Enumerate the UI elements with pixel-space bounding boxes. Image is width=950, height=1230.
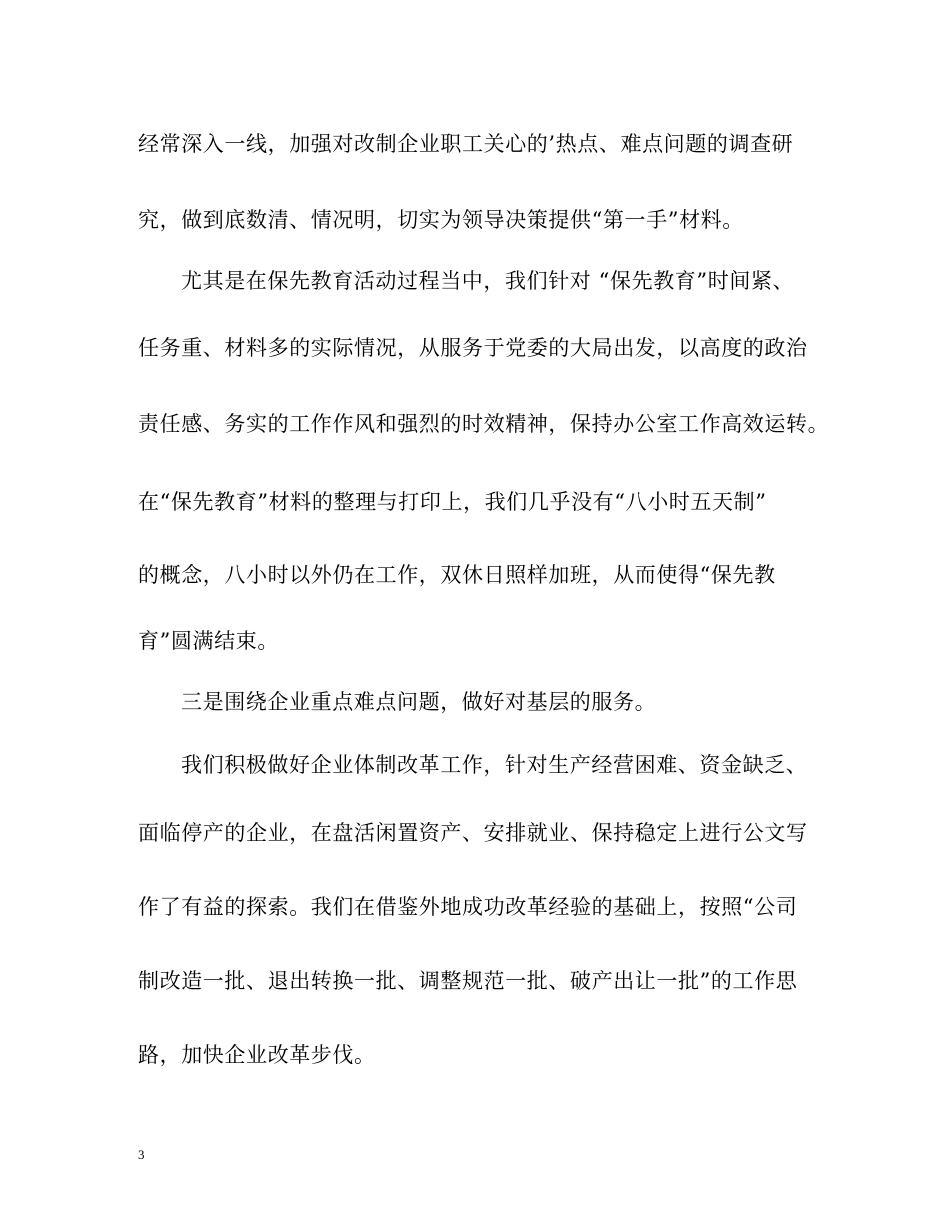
text-line: 路，加快企业改革步伐。	[138, 1043, 376, 1067]
paragraph-first-line: 我们积极做好企业体制改革工作，针对生产经营困难、资金缺乏、	[181, 753, 808, 777]
text-line: 作了有益的探索。我们在借鉴外地成功改革经验的基础上，按照“公司	[138, 895, 798, 919]
text-line: 面临停产的企业，在盘活闲置资产、安排就业、保持稳定上进行公文写	[138, 821, 808, 845]
text-line: 在“保先教育”材料的整理与打印上，我们几乎没有“八小时五天制”	[138, 490, 767, 514]
paragraph-heading-line: 三是围绕企业重点难点问题，做好对基层的服务。	[181, 690, 657, 714]
page-number: 3	[138, 1147, 145, 1162]
paragraph-first-line: 尤其是在保先教育活动过程当中，我们针对 “保先教育”时间紧、	[181, 269, 795, 293]
text-line: 育”圆满结束。	[138, 629, 279, 653]
text-line: 经常深入一线，加强对改制企业职工关心的’热点、难点问题的调查研	[138, 132, 794, 156]
text-line: 的概念，八小时以外仍在工作，双休日照样加班，从而使得“保先教	[138, 563, 776, 587]
text-line: 究，做到底数清、情况明，切实为领导决策提供“第一手”材料。	[138, 208, 744, 232]
text-line: 任务重、材料多的实际情况，从服务于党委的大局出发，以高度的政治	[138, 336, 808, 360]
text-line: 责任感、务实的工作作风和强烈的时效精神，保持办公室工作高效运转。	[138, 412, 830, 436]
text-line: 制改造一批、退出转换一批、调整规范一批、破产出让一批”的工作思	[138, 969, 798, 993]
